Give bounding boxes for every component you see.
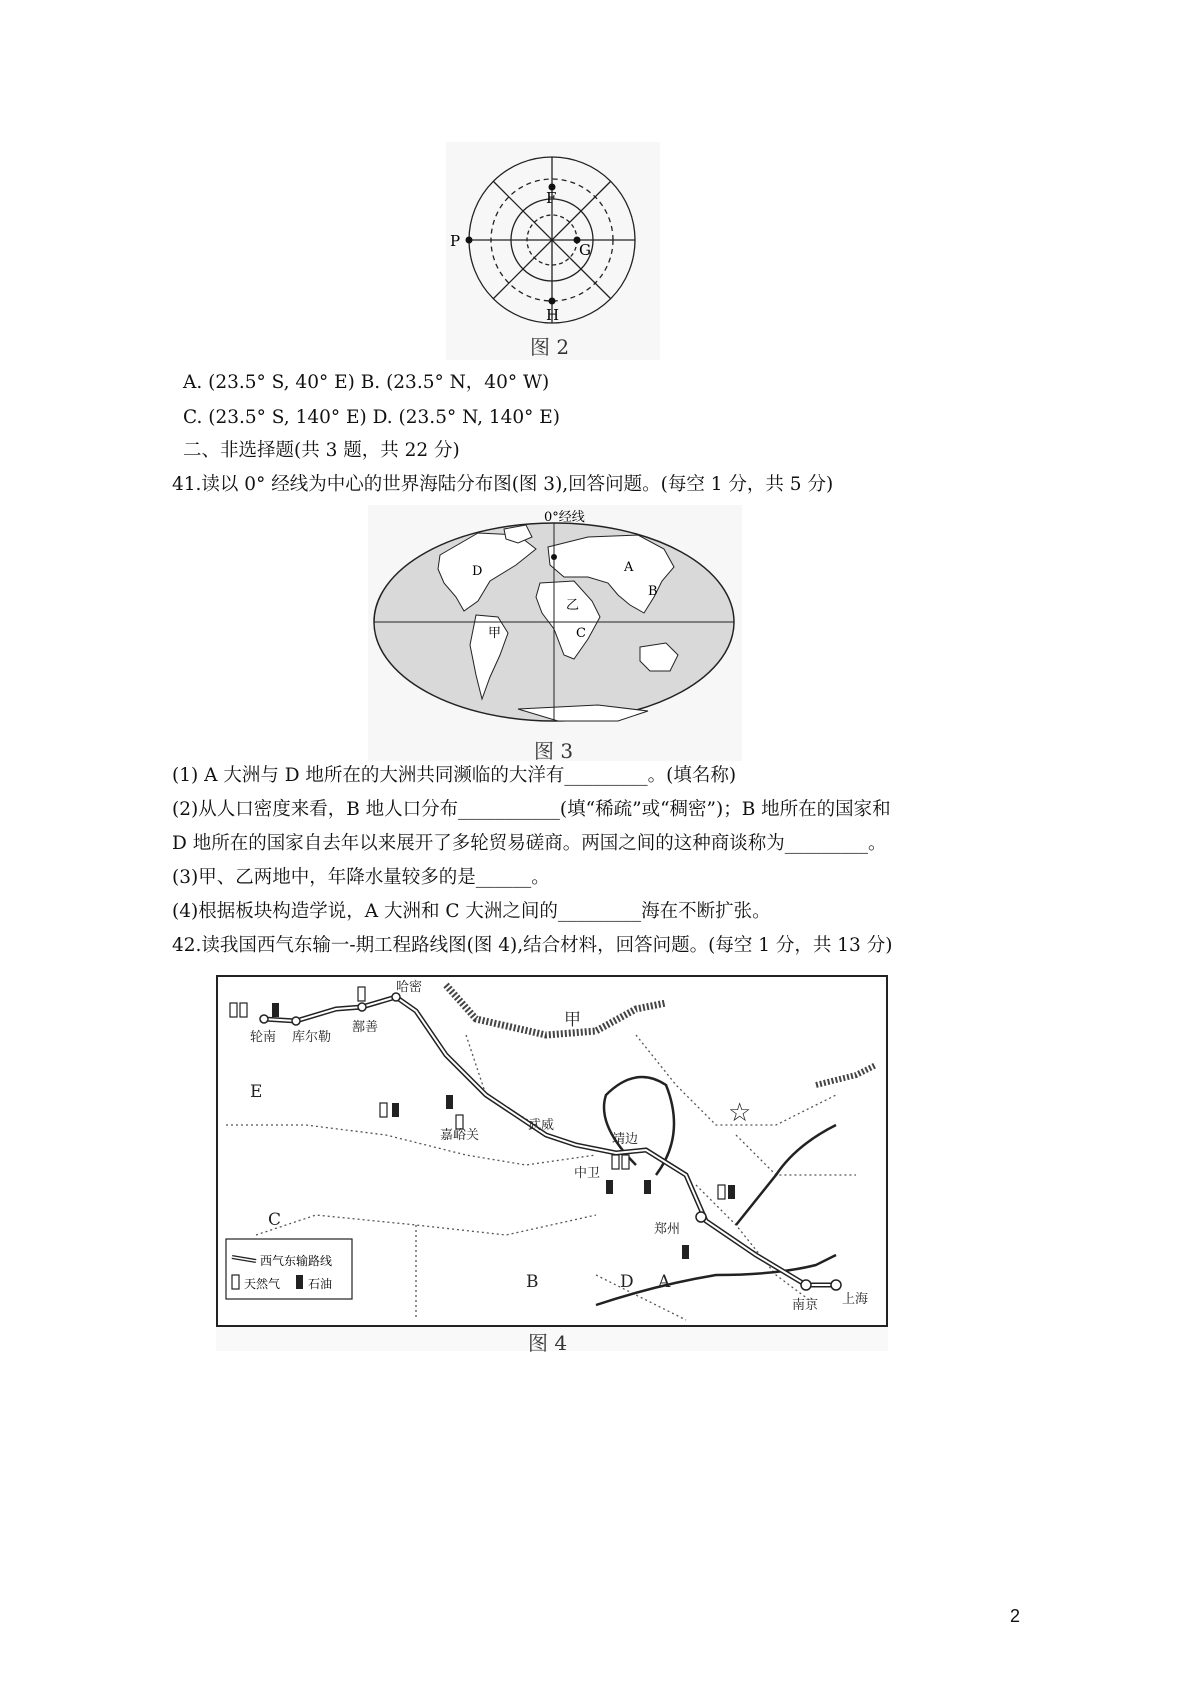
point-p <box>466 237 473 244</box>
figure-3-caption: 图 3 <box>534 739 574 763</box>
region-e: E <box>250 1082 263 1102</box>
city-jingbian: 靖边 <box>612 1132 639 1147</box>
page-number: 2 <box>1009 1606 1020 1626</box>
city-zhongwei: 中卫 <box>574 1166 601 1181</box>
q41-sub-2a: (2)从人口密度来看，B 地人口分布___________(填“稀疏”或“稠密”)；B 地所在的国家和 <box>172 799 891 820</box>
label-f: F <box>546 189 557 207</box>
city-nanjing: 南京 <box>792 1298 819 1313</box>
city-wuwei: 武威 <box>528 1118 555 1133</box>
world-map <box>368 505 742 761</box>
meridian-label: 0°经线 <box>544 510 585 525</box>
figure-4 <box>216 975 888 1355</box>
figure-2-caption: 图 2 <box>530 335 570 359</box>
city-lunnan: 轮南 <box>250 1030 277 1045</box>
pipeline-map <box>216 975 888 1351</box>
svg-text:☆: ☆ <box>728 1098 752 1128</box>
q41-sub-3: (3)甲、乙两地中，年降水量较多的是______。 <box>172 867 550 888</box>
q42-stem: 42.读我国西气东输一-期工程路线图(图 4),结合材料，回答问题。(每空 1 分，共 13 分) <box>172 935 893 956</box>
label-p: P <box>450 232 461 250</box>
region-a: A <box>658 1272 671 1292</box>
figure-2 <box>446 142 660 360</box>
legend-pipeline: 西气东输路线 <box>260 1254 333 1268</box>
label-c: C <box>576 626 586 641</box>
label-b: B <box>648 584 658 599</box>
region-jia: 甲 <box>564 1010 581 1030</box>
q40-options-line-2: C. (23.5° S, 140° E) D. (23.5° N, 140° E) <box>183 407 561 428</box>
point-h <box>549 298 556 305</box>
region-d: D <box>620 1272 634 1292</box>
city-shanshan: 鄯善 <box>352 1020 379 1035</box>
label-yi: 乙 <box>566 598 580 613</box>
map-legend <box>226 1239 352 1299</box>
q41-sub-2b: D 地所在的国家自去年以来展开了多轮贸易磋商。两国之间的这种商谈称为_________。 <box>172 833 887 854</box>
q41-sub-1: (1) A 大洲与 D 地所在的大洲共同濒临的大洋有_________。(填名称) <box>172 765 737 786</box>
q41-sub-4: (4)根据板块构造学说，A 大洲和 C 大洲之间的_________海在不断扩张。 <box>172 901 771 922</box>
label-jia: 甲 <box>488 626 502 641</box>
figure-4-caption: 图 4 <box>528 1331 568 1355</box>
label-g: G <box>579 241 591 259</box>
q41-stem: 41.读以 0° 经线为中心的世界海陆分布图(图 3),回答问题。(每空 1 分，共 5 分) <box>172 474 834 495</box>
region-c: C <box>268 1210 282 1230</box>
q40-options-line-1: A. (23.5° S, 40° E) B. (23.5° N，40° W) <box>183 372 550 393</box>
polar-diagram <box>446 142 660 360</box>
label-h: H <box>546 306 560 324</box>
city-zhengzhou: 郑州 <box>654 1222 681 1237</box>
figure-3 <box>368 505 742 761</box>
legend-gas: 天然气 <box>244 1277 281 1291</box>
label-d: D <box>472 564 483 579</box>
city-shanghai: 上海 <box>842 1292 869 1307</box>
section-2-title: 二、非选择题(共 3 题，共 22 分) <box>183 440 460 461</box>
region-b: B <box>526 1272 539 1292</box>
city-hami: 哈密 <box>396 980 423 995</box>
legend-oil: 石油 <box>308 1277 333 1291</box>
city-kuerle: 库尔勒 <box>292 1030 332 1045</box>
city-jiayuguan: 嘉峪关 <box>440 1128 480 1143</box>
label-a: A <box>624 560 634 575</box>
